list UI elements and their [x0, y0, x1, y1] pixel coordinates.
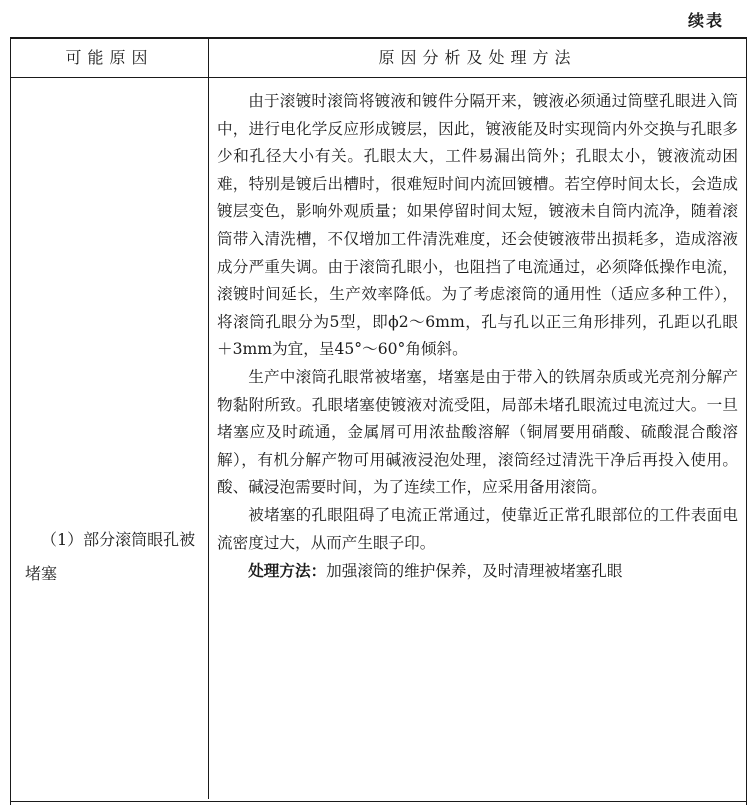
cause-cell: （1）部分滚筒眼孔被堵塞	[25, 530, 196, 583]
table-header	[11, 39, 746, 78]
header-analysis: 原因分析及处理方法	[378, 48, 577, 67]
analysis-paragraph-2: 生产中滚筒孔眼常被堵塞，堵塞是由于带入的铁屑杂质或光亮剂分解产物黏附所致。孔眼堵塞使镀液对流受阻，局部未堵孔眼流过电流过大。一旦堵塞应及时疏通，金属屑可用浓盐酸溶解（铜屑要用硝酸、硫酸混合酸溶解），有机分解产物可用碱液浸泡处理，滚筒经过清洗干净后再投入使用。酸、碱浸泡需要时间，为了连续工作，应采用备用滚筒。	[217, 367, 738, 497]
header-cause: 可能原因	[65, 48, 154, 67]
data-table	[10, 37, 747, 805]
analysis-paragraph-1: 由于滚镀时滚筒将镀液和镀件分隔开来，镀液必须通过筒壁孔眼进入筒中，进行电化学反应形成镀层，因此，镀液能及时实现筒内外交换与孔眼多少和孔径大小有关。孔眼太大，工件易漏出筒外；孔眼太小，镀液流动困难，特别是镀后出槽时，很难短时间内流回镀槽。若空停时间太长，会造成镀层变色，影响外观质量；如果停留时间太短，镀液未自筒内流净，随着滚筒带入清洗槽，不仅增加工件清洗难度，还会使镀液带出损耗多，造成溶液成分严重失调。由于滚筒孔眼小，也阻挡了电流通过，必须降低操作电流，滚镀时间延长，生产效率降低。为了考虑滚筒的通用性（适应多种工件），将滚筒孔眼分为5型，即ϕ2～6mm，孔与孔以正三角形排列，孔距以孔眼＋3mm为宜，呈45°～60°角倾斜。	[217, 92, 738, 359]
column-divider	[208, 39, 209, 799]
treatment-method	[217, 557, 738, 586]
analysis-cell	[217, 88, 738, 586]
analysis-paragraph-3: 被堵塞的孔眼阻碍了电流正常通过，使靠近正常孔眼部位的工件表面电流密度过大，从而产生眼子印。	[217, 505, 738, 552]
method-label: 处理方法：	[248, 561, 327, 581]
continued-label: 续表	[687, 11, 724, 30]
table-bottom-border	[11, 801, 746, 802]
method-text: 加强滚筒的维护保养，及时清理被堵塞孔眼	[326, 562, 623, 581]
